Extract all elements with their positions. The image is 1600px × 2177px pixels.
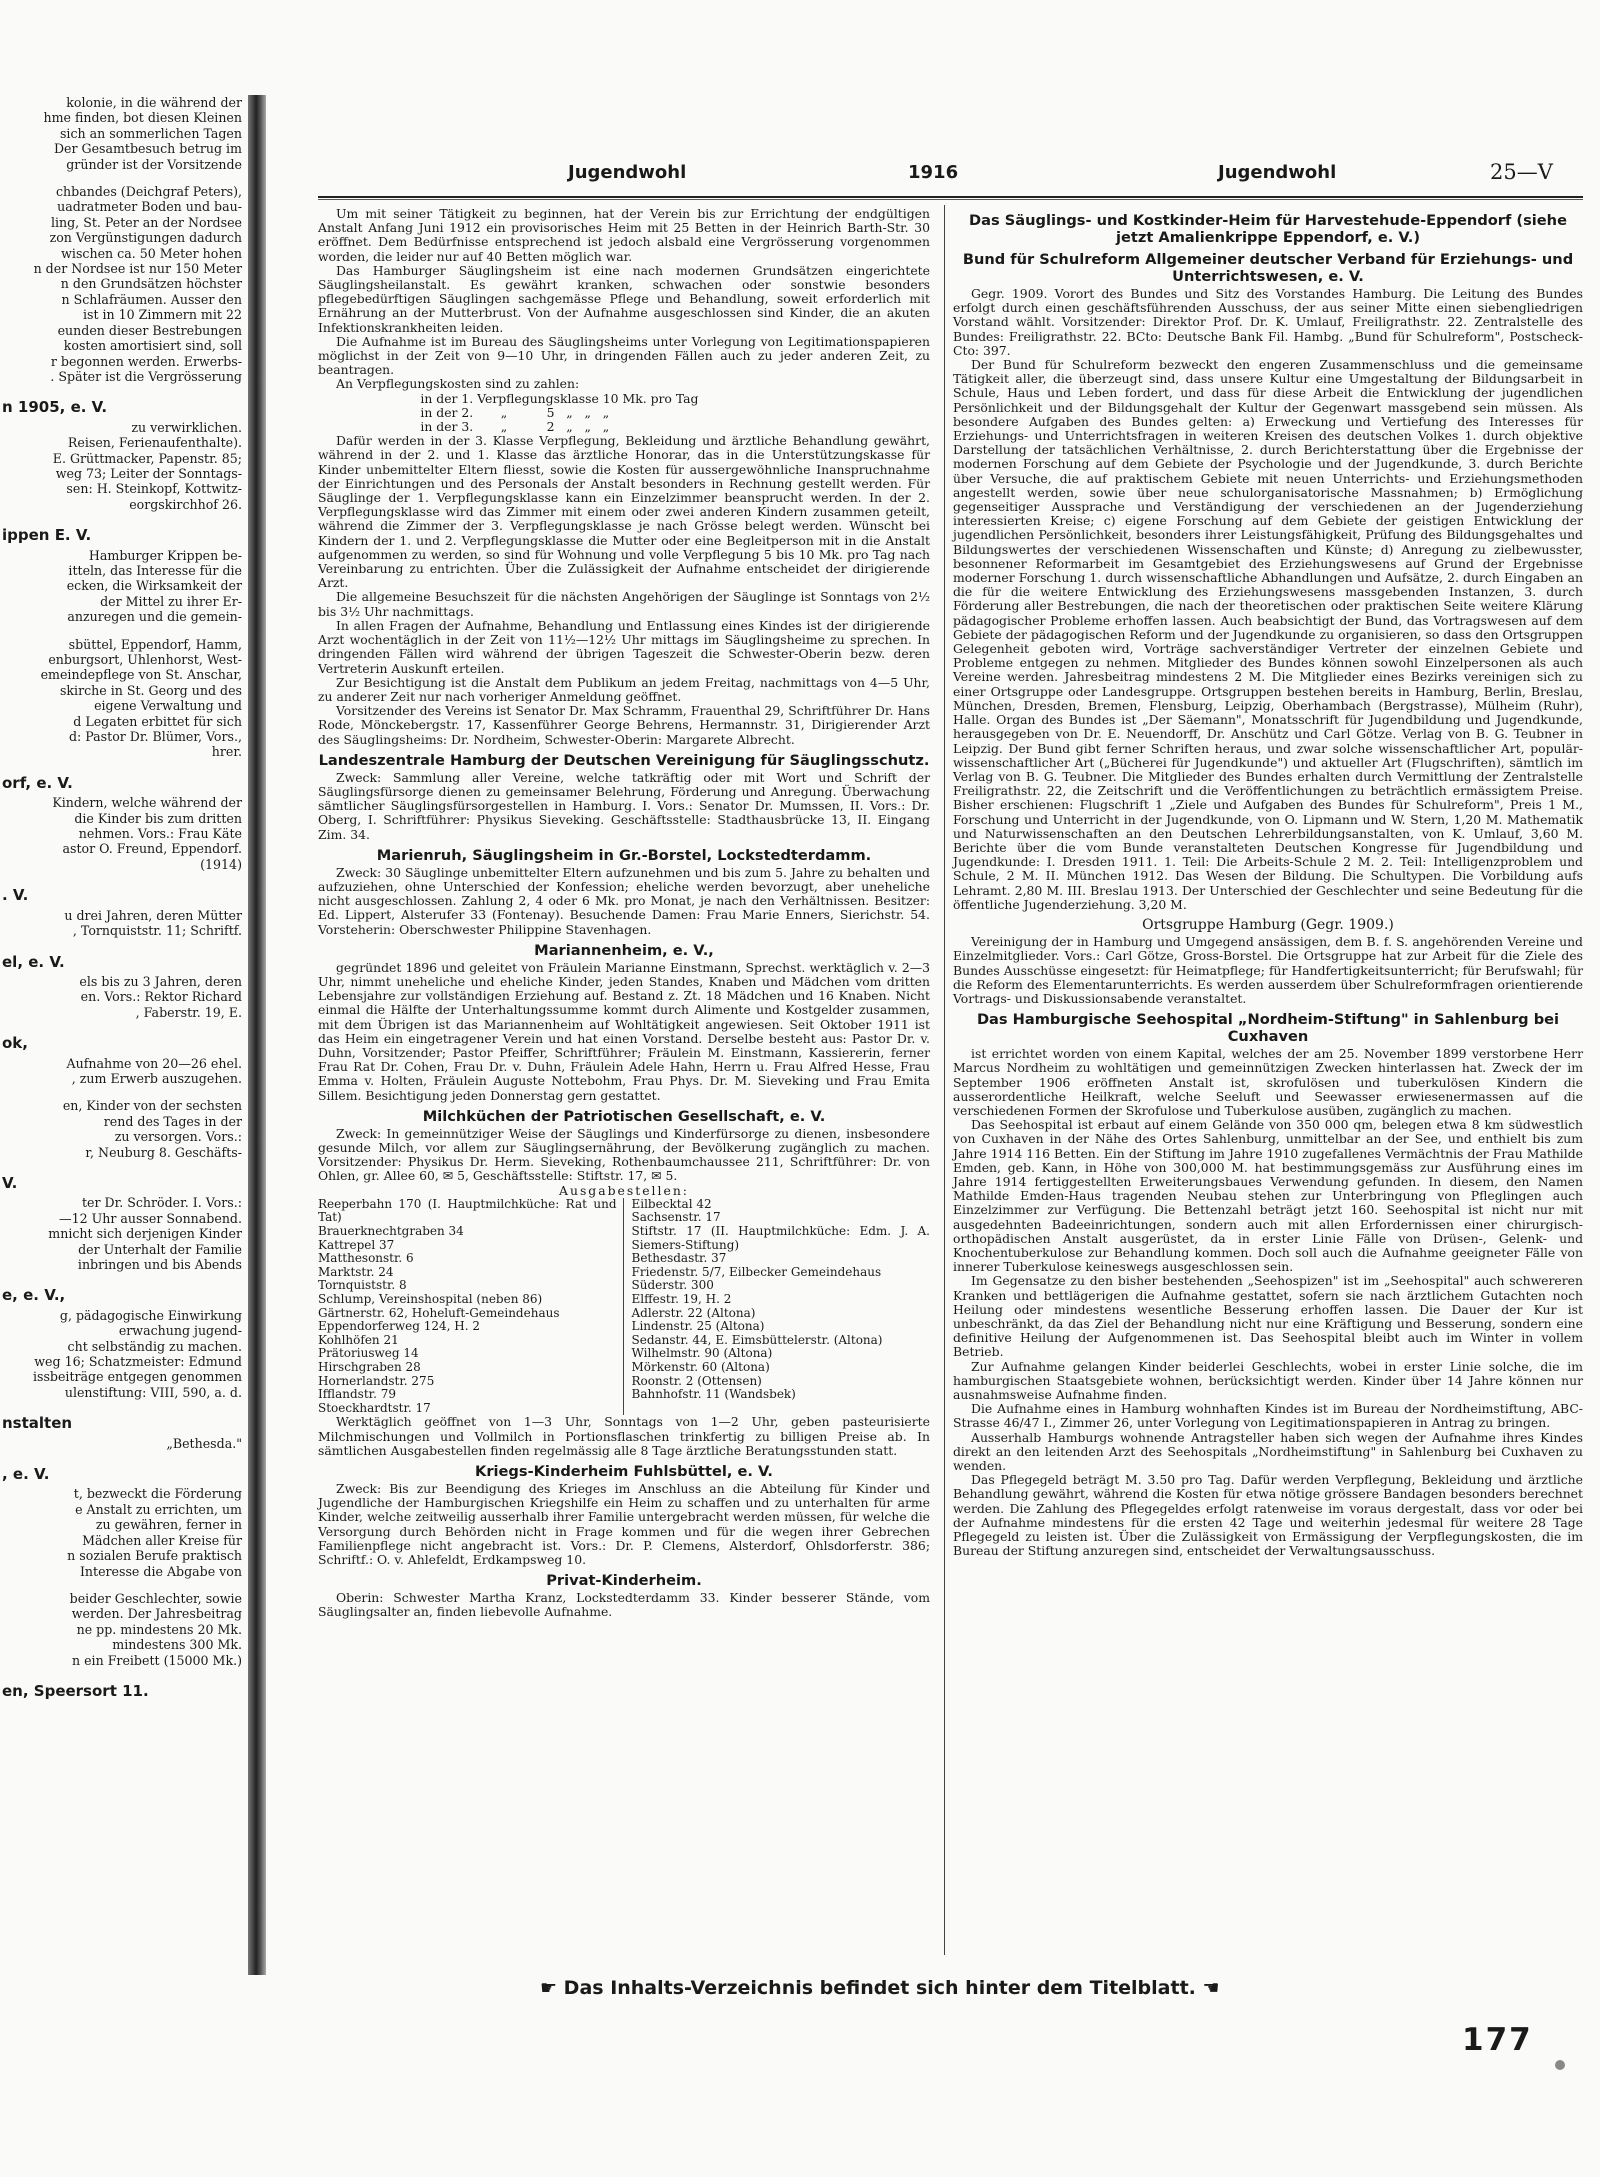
left-page-line: en, Kinder von der sechsten [62, 1098, 242, 1114]
left-page-line: (1914) [200, 856, 242, 872]
line-spacer [0, 1272, 248, 1284]
line-spacer [0, 172, 248, 184]
left-page-heading: . V. [2, 886, 29, 905]
left-page-line: der Mittel zu ihrer Er- [100, 593, 242, 609]
left-page-line: Der Gesamtbesuch betrug im [53, 141, 242, 157]
paragraph: Die allgemeine Besuchszeit für die nächsten Angehörigen der Säuglinge ist Sonntags von 2½ bis 3½ Uhr nachmittags. [318, 589, 930, 619]
left-page-line: hme finden, bot diesen Kleinen [43, 110, 242, 126]
left-page-line: , Tornquiststr. 11; Schriftf. [72, 923, 242, 939]
left-page-line: —12 Uhr ausser Sonnabend. [58, 1210, 242, 1226]
section-heading: Kriegs-Kinderheim Fuhlsbüttel, e. V. [475, 1462, 773, 1480]
left-page-line: ne pp. mindestens 20 Mk. [76, 1621, 242, 1637]
distribution-point: Sachsenstr. 17 [631, 1210, 721, 1225]
left-page-line: u drei Jahren, deren Mütter [64, 907, 242, 923]
pointing-hand-right-icon: ☚ [1202, 1977, 1220, 1999]
section-heading: Bund für Schulreform Allgemeiner deutscher Verband für Erziehungs- und Unterrichtswesen, e. V. [962, 251, 1574, 285]
left-page-line: itteln, das Interesse für die [68, 562, 242, 578]
left-page-line: sbüttel, Eppendorf, Hamm, [68, 636, 242, 652]
distribution-point: Reeperbahn 170 (I. Hauptmilchküche: Rat und Tat) [318, 1196, 617, 1225]
section-heading: Landeszentrale Hamburg der Deutschen Vereinigung für Säuglingsschutz. [318, 751, 930, 769]
line-spacer [0, 760, 248, 772]
paragraph: Die Aufnahme eines in Hamburg wohnhaften Kindes ist im Bureau der Nordheimstiftung, ABC-Strasse 46/47 I., Zimmer 26, unter Vorlegung von Legitimationspapieren in Antrag zu bringen. [953, 1401, 1583, 1431]
left-page-heading: el, e. V. [2, 952, 65, 971]
header-rule-secondary [318, 199, 1583, 200]
paragraph: Ausserhalb Hamburgs wohnende Antragsteller haben sich wegen der Aufnahme ihres Kindes direkt an den leitenden Arzt des Seehospitals „Nordheimstiftung" in Sahlenburg bei Cuxhaven zu wenden. [953, 1429, 1583, 1474]
left-page-line: cht selbständig zu machen. [67, 1338, 242, 1354]
paragraph: Zweck: 30 Säuglinge unbemittelter Eltern aufzunehmen und bis zum 5. Jahre zu behalten und aufzuziehen, ohne Unterschied der Konfession; eheliche werden bevorzugt, aber uneheliche nicht ausgeschlossen. Zahlung 2, 4 oder 6 Mk. pro Monat, je nach den Verhältnissen. Besitzer: Ed. Lippert, Alsterufer 33 (Fontenay). Besuchende Damen: Frau Marie Enners, Sierichstr. 54. Vorsteherin: Oberschwester Philippine Stavenhagen. [318, 864, 930, 937]
left-page-line: ist in 10 Zimmern mit 22 [82, 307, 242, 323]
left-page-line: kolonie, in die während der [66, 95, 242, 110]
left-page-line: zu verwirklichen. [131, 419, 242, 435]
paragraph: In allen Fragen der Aufnahme, Behandlung und Entlassung eines Kindes ist der dirigierende Arzt wochentäglich in der Zeit von 11½—12½ Uhr mittags im Säuglingsheime zu sprechen. In dringenden Fällen wird während der übrigen Tageszeit die Schwester-Oberin bezw. deren Vertreterin Auskunft erteilen. [318, 617, 930, 676]
left-page-line: Aufnahme von 20—26 ehel. [66, 1055, 242, 1071]
line-spacer [0, 1086, 248, 1098]
left-page-line: kosten amortisiert sind, soll [63, 338, 242, 354]
paragraph: Gegr. 1909. Vorort des Bundes und Sitz des Vorstandes Hamburg. Die Leitung des Bundes erfolgt durch einen geschäftsführenden Ausschuss, der aus seiner Mitte einen siebengliedrigen Vorstand wählt. Vorsitzender: Direktor Prof. Dr. K. Umlauf, Freiligrathstr. 22. Zentralstelle des Bundes: Freiligrathstr. 22. BCto: Deutsche Bank Fil. Hambg. „Bund für Schulreform", Postscheck-Cto: 397. [953, 286, 1583, 358]
distribution-point: Gärtnerstr. 62, Hoheluft-Gemeindehaus [318, 1305, 560, 1320]
left-page-line: zu gewähren, ferner in [95, 1517, 242, 1533]
line-spacer [0, 872, 248, 884]
paragraph: Die Aufnahme ist im Bureau des Säuglingsheims unter Vorlegung von Legitimationspapieren möglichst in der Zeit von 9—10 Uhr, in dringenden Fällen auch zu jeder anderen Zeit, zu beantragen. [318, 333, 930, 378]
paragraph: An Verpflegungskosten sind zu zahlen: [336, 376, 580, 392]
line-spacer [0, 1400, 248, 1412]
left-page-heading: , e. V. [2, 1465, 50, 1484]
left-page-line: astor O. Freund, Eppendorf. [62, 841, 242, 857]
left-page-line: weg 73; Leiter der Sonntags- [55, 465, 242, 481]
paragraph: Zweck: Sammlung aller Vereine, welche tatkräftig oder mit Wort und Schrift der Säuglingsfürsorge dienen zu gemeinsamer Belehrung, Förderung und Anregung. Überwachung sämtlicher Säuglingsfürsorgestellen in Hamburg. I. Vors.: Senator Dr. Mumssen, II. Vors.: Dr. Oberg, I. Schriftführer: Physikus Sieveking. Geschäftsstelle: Stadthausbrücke 13, II. Eingang Zim. 34. [318, 769, 930, 842]
right-column [953, 207, 1583, 1558]
left-page-line: , zum Erwerb auszugehen. [71, 1070, 242, 1086]
left-page-line: zon Vergünstigungen dadurch [49, 230, 242, 246]
left-page-line: Interesse die Abgabe von [79, 1563, 242, 1579]
left-page-line: eigene Verwaltung und [94, 698, 242, 714]
left-page-line: n ein Freibett (15000 Mk.) [71, 1652, 242, 1668]
section-heading: Das Säuglings- und Kostkinder-Heim für Harvestehude-Eppendorf (siehe jetzt Amalienkrippe Eppendorf, e. V.) [969, 212, 1567, 246]
paragraph: Der Bund für Schulreform bezweckt den engeren Zusammenschluss und die gemeinsame Tätigkeit aller, die überzeugt sind, dass unsere Kultur eine Umgestaltung der Bildungsarbeit in Schule, Haus und Leben fordert, und dass für diese Arbeit die Entwicklung der jugendlichen Persönlichkeit und der Bildungsgehalt der Kultur der Gegenwart massgebend sein müssen. Als besondere Aufgaben des Bundes gelten: a) Erweckung und Vertiefung des Interesses für Erziehungs- und Unterrichtsfragen in weiteren Kreisen des deutschen Volkes 1. durch objektive Darstellung der tatsächlichen Verhältnisse, 2. durch Berichterstattung über die Ergebnisse der modernen Forschung auf dem Gebiete der Psychologie und der Jugendkunde, 3. durch Berichte über Versuche, die auf praktischem Gebiete mit neuen Unterrichts- und Erziehungsmethoden angestellt werden, sowie über neue schulorganisatorische Massnahmen; b) Ermöglichung gegenseitiger Aussprache und Verständigung der verschiedenen an der Jugenderziehung interessierten Kreise; c) eigene Forschung auf dem Gebiete der geistigen Entwicklung der jugendlichen Persönlichkeit, besonders ihrer Leistungsfähigkeit, Prüfung des Bildungsgehaltes und Bildungswertes der verschiedenen Wissenschaften und Künste; d) Anregung zu zielbewusster, besonnener Reformarbeit im Gesamtgebiet des Erziehungswesens auf Grund der Ergebnisse moderner Forschung 1. durch wissenschaftliche Abhandlungen und Aufsätze, 2. durch Eingaben an die für die weitere Entwicklung des Erziehungswesens massgebenden Instanzen, 3. durch Förderung aller Bestrebungen, die nach der theoretischen oder praktischen Seite weitere Klärung pädagogischer Probleme erhoffen lassen. Auch beabsichtigt der Bund, das Vortragswesen auf dem Gebiete der pädagogischen Reform und der Jugendkunde zu organisieren, so dass den Ortsgruppen Gelegenheit geboten wird, Vorträge sachverständiger Vertreter der einzelnen Gebiete und Probleme entgegen zu nehmen. Mitglieder des Bundes können sowohl Einzelpersonen als auch Vereine werden. Jahresbeitrag mindestens 2 M. Die Mitglieder eines Bezirks vereinigen sich zu einer Ortsgruppe oder Landesgruppe. Ortsgruppen bestehen bereits in Hamburg, Berlin, Breslau, München, Dresden, Bremen, Flensburg, Leipzig, Oberhambach (Bergstrasse), Mülheim (Ruhr), Halle. Organ des Bundes ist „Der Säemann", Monatsschrift für Jugendbildung und Jugendkunde, herausgegeben von Dr. E. Neuendorff, Dr. Anschütz und Carl Götze. Verlag von B. G. Teubner in Leipzig. Der Bund gibt ferner Schriften heraus, und zwar solche wissenschaftlicher Art, populär-wissenschaftlicher Art („Bücherei für Jugendkunde") und aktueller Art (Flugschriften), sämtlich im Verlag von B. G. Teubner. Die Mitglieder des Bundes erhalten durch Vermittlung der Zentralstelle Freiligrathstr. 22, die Zeitschrift und die Veröffentlichungen zu beträchtlich ermässigtem Preise. Bisher erschienen: Flugschrift 1 „Ziele und Aufgaben des Bundes für Schulreform", Preis 1 M., Forschung und Unterricht in der Jugendkunde, von O. Lipmann und W. Stern, 1,20 M. Mathematik und Naturwissenschaften an den Deutschen Lehrerbildungsanstalten, von K. Umlauf, 3,60 M. Berichte über die vom Bunde veranstalteten Deutschen Kongresse für Jugendbildung und Jugendkunde: I. Dresden 1911. 1. Teil: Die Arbeits-Schule 2 M. 2. Teil: Intelligenzproblem und Schule, 2 M. II. München 1912. Das Wesen der Bildung. Die Schultypen. Die Vorbildung aufs Lehramt. 2,80 M. III. Breslau 1913. Der Unterschied der Geschlechter und seine Bedeutung für die öffentliche Jugenderziehung. 3,20 M. [953, 357, 1583, 912]
distribution-point: Prätoriusweg 14 [318, 1346, 419, 1361]
header-year: 1916 [908, 162, 959, 183]
distribution-point: Adlerstr. 22 (Altona) [631, 1305, 756, 1320]
footer-note [540, 1977, 1220, 1999]
paragraph: gegründet 1896 und geleitet von Fräulein Marianne Einstmann, Sprechst. werktäglich v. 2—3 Uhr, nimmt uneheliche und eheliche Kinder, jeden Standes, Knaben und Mädchen vom dritten Lebensjahre zur vollständigen Erziehung auf. Bestand z. Zt. 18 Mädchen und 16 Knaben. Nicht einmal die Hälfte der Unterhaltungssumme kommt durch Alimente und Kostgelder zusammen, mit dem Übrigen ist das Mariannenheim auf Wohltätigkeit angewiesen. Seit Oktober 1911 ist das Heim ein eingetragener Verein und hat einen Vorstand. Derselbe besteht aus: Pastor Dr. v. Duhn, Vorsitzender; Pastor Pfeiffer, Schriftführer; Fräulein M. Einstmann, Kassiererin, ferner Frau Rat Dr. Cohen, Frau Dr. v. Duhn, Fräulein Adele Hahn, Herrn u. Frau Alfred Hesse, Frau Emma v. Holten, Fräulein Auguste Nottebohm, Frau Phys. Dr. M. Sieveking und Frau Emita Sillem. Besichtigung jeden Donnerstag gern gestattet. [318, 959, 930, 1103]
left-page-line: sen: H. Steinkopf, Kottwitz- [66, 481, 242, 497]
left-page-line: ling, St. Peter an der Nordsee [50, 214, 242, 230]
line-spacer [0, 1160, 248, 1172]
paragraph: Im Gegensatze zu den bisher bestehenden „Seehospizen" ist im „Seehospital" auch schwereren Kranken und bettlägerigen die Aufnahme gestattet, sofern sie nach ärztlichem Gutachten noch Heilung oder mindestens wesentliche Besserung erhoffen lassen. Die Dauer der Kur ist unbeschränkt, da das Ziel der Behandlung nicht nur eine Kräftigung und Besserung, sondern eine definitive Heilung der Aufgenommenen ist. Das Seehospital bleibt auch im Winter in vollem Betrieb. [953, 1273, 1583, 1360]
paragraph: Vereinigung der in Hamburg und Umgegend ansässigen, dem B. f. S. angehörenden Vereine und Einzelmitglieder. Vors.: Carl Götze, Gross-Borstel. Die Ortsgruppe hat zur Arbeit für die Ziele des Bundes Ausschüsse eingesetzt: für Heimatpflege; für Handfertigkeitsunterricht; für Berufswahl; für die Reform des Elementarunterrichts. Es werden ausserdem über Schulreformfragen orientierende Vortrags- und Diskussionsabende veranstaltet. [953, 934, 1583, 1006]
distribution-point: Brauerknechtgraben 34 [318, 1223, 464, 1238]
subheading: Ausgabestellen: [559, 1182, 689, 1198]
page-header [318, 160, 1583, 188]
line-spacer [0, 1020, 248, 1032]
distribution-point: Eilbecktal 42 [631, 1196, 712, 1211]
left-page-line: ecken, die Wirksamkeit der [66, 578, 242, 594]
distribution-point: Stiftstr. 17 (II. Hauptmilchküche: Edm. J. A. Siemers-Stiftung) [631, 1223, 930, 1252]
left-page-heading: n 1905, e. V. [2, 398, 108, 417]
distribution-point: Sedanstr. 44, E. Eimsbüttelerstr. (Altona) [631, 1332, 883, 1347]
left-page-line: chbandes (Deichgraf Peters), [55, 184, 242, 200]
header-right-title: Jugendwohl [1218, 162, 1337, 183]
left-page-line: d: Pastor Dr. Blümer, Vors., [68, 729, 242, 745]
paragraph: Das Pflegegeld beträgt M. 3.50 pro Tag. Dafür werden Verpflegung, Bekleidung und ärztliche Behandlung gewährt, während die Kosten für etwa nötige grössere Bandagen besonders berechnet werden. Die Zahlung des Pflegegeldes erfolgt ratenweise im voraus dergestalt, dass vor oder bei der Aufnahme mindestens für die ersten 42 Tage und weiterhin jedesmal für weitere 28 Tage Pflegegeld zu leisten ist. Über die Zulässigkeit von Ermässigung der Verpflegungskosten, die im Bureau der Stiftung anzuregen sind, entscheidet der Verwaltungsausschuss. [953, 1472, 1583, 1559]
left-page-line: Hamburger Krippen be- [88, 547, 242, 563]
left-page-line: skirche in St. Georg und des [59, 682, 242, 698]
left-page-line: die Kinder bis zum dritten [74, 810, 242, 826]
left-page-line: e Anstalt zu errichten, um [75, 1501, 242, 1517]
section-heading: Marienruh, Säuglingsheim in Gr.-Borstel, Lockstedterdamm. [376, 846, 872, 864]
distribution-point: Eppendorferweg 124, H. 2 [318, 1319, 481, 1334]
left-page-line: sich an sommerlichen Tagen [59, 125, 242, 141]
left-page-line: r, Neuburg 8. Geschäfts- [85, 1144, 242, 1160]
paragraph: Werktäglich geöffnet von 1—3 Uhr, Sonntags von 1—2 Uhr, geben pasteurisierte Milchmischungen und Vollmilch in Portionsflaschen trinkfertig zu billigen Preise ab. In sämtlichen Ausgabestellen finden regelmässig alle 8 Tage ärztliche Beratungsstunden statt. [318, 1414, 930, 1458]
paragraph: Vorsitzender des Vereins ist Senator Dr. Max Schramm, Frauenthal 29, Schriftführer Dr. Hans Rode, Mönckebergstr. 17, Kassenführer George Behrens, Hermannstr. 31, Dirigierender Arzt des Säuglingsheims: Dr. Nordheim, Schwester-Oberin: Margarete Albrecht. [318, 703, 930, 747]
left-page-line: mindestens 300 Mk. [112, 1637, 242, 1653]
left-column [318, 207, 930, 1620]
left-page-line: werden. Der Jahresbeitrag [71, 1606, 242, 1622]
distribution-point: Bahnhofstr. 11 (Wandsbek) [631, 1387, 796, 1402]
left-page-line: g, pädagogische Einwirkung [59, 1307, 242, 1323]
line-spacer [0, 1579, 248, 1591]
paragraph: Oberin: Schwester Martha Kranz, Lockstedterdamm 33. Kinder besserer Stände, vom Säuglingsalter an, finden liebevolle Aufnahme. [318, 1590, 930, 1620]
distribution-point: Schlump, Vereinshospital (neben 86) [318, 1291, 543, 1306]
left-page-line: Kindern, welche während der [52, 795, 242, 811]
left-page-line: ulenstiftung: VIII, 590, a. d. [64, 1384, 242, 1400]
paragraph: Das Hamburger Säuglingsheim ist eine nach modernen Grundsätzen eingerichtete Säuglingsheilanstalt. Es gewährt kranken, schwachen oder sonstwie besonders pflegebedürftigen Säuglingen sachgemässe Pflege und Behandlung, soweit erforderlich mit Ernährung an der Mutterbrust. Von der Aufnahme ausgeschlossen sind Kinder, die an akuten Infektionskrankheiten leiden. [318, 262, 930, 335]
left-page-line: erwachung jugend- [118, 1323, 242, 1339]
header-left-title: Jugendwohl [568, 162, 687, 183]
paragraph: Um mit seiner Tätigkeit zu beginnen, hat der Verein bis zur Errichtung der endgültigen Anstalt Anfang Juni 1912 ein provisorisches Heim mit 25 Betten in der Heinrich Barth-Str. 30 eröffnet. Dem Bedürfnisse entsprechend ist jedoch alsbald eine Vergrösserung vorgenommen worden, die leider nur auf 40 Betten möglich war. [318, 206, 930, 264]
left-page-line: eorgskirchhof 26. [129, 496, 242, 512]
distribution-points-list [318, 1198, 930, 1416]
left-page-line: E. Grüttmacker, Papenstr. 85; [52, 450, 242, 466]
distribution-point: Kattrepel 37 [318, 1237, 395, 1252]
paragraph: Zur Besichtigung ist die Anstalt dem Publikum an jedem Freitag, nachmittags von 4—5 Uhr, zu anderer Zeit nur nach vorheriger Anmeldung geöffnet. [318, 674, 930, 704]
distribution-point: Wilhelmstr. 90 (Altona) [631, 1346, 773, 1361]
paragraph: Zweck: Bis zur Beendigung des Krieges im Anschluss an die Abteilung für Kinder und Jugendliche der Hamburgischen Kriegshilfe ein Heim zu schaffen und zu unterhalten für arme Kinder, welche zeitweilig ausserhalb ihrer Familie untergebracht werden müssen, für welche die Versorgung durch Behörden nicht in Frage kommen und für die wegen ihrer Gebrechen Familienpflege nicht angebracht ist. Vors.: Dr. P. Clemens, Alsterdorf, Ohlsdorferstr. 386; Schriftf.: O. v. Ahlefeldt, Erdkampsweg 10. [318, 1480, 930, 1567]
distribution-point: Süderstr. 300 [631, 1278, 714, 1293]
paragraph: Dafür werden in der 3. Klasse Verpflegung, Bekleidung und ärztliche Behandlung gewährt, während in der 2. und 1. Klasse das ärztliche Honorar, das in die Unterstützungskasse für Kinder unbemittelter Eltern fliesst, sowie die Kosten für aussergewöhnliche Inanspruchnahme der Einrichtungen und des Personals der Anstalt besonders in Rechnung gestellt werden. Für Säuglinge der 1. Verpflegungsklasse kann ein Einzelzimmer beansprucht werden. In der 2. Verpflegungsklasse wird das Zimmer mit einem oder zwei anderen Kindern zusammen geteilt, während die Zimmer der 3. Verpflegungsklasse je nach Grösse belegt werden. Wünscht bei Kindern der 1. und 2. Verpflegungsklasse die Mutter oder eine Begleitperson mit in die Anstalt aufgenommen zu werden, so sind für Wohnung und volle Verpflegung 5 bis 10 Mk. pro Tag nach Vereinbarung zu entrichten. Über die Zulässigkeit der Aufnahme entscheidet der dirigierende Arzt. [318, 433, 930, 591]
distribution-point: Matthesonstr. 6 [318, 1251, 414, 1266]
scan-speck [1555, 2060, 1565, 2070]
left-page-line: d Legaten erbittet für sich [73, 713, 242, 729]
distribution-point: Hornerlandstr. 275 [318, 1373, 435, 1388]
left-page-line: issbeiträge entgegen genommen [32, 1369, 242, 1385]
page-number: 177 [1462, 2022, 1533, 2058]
left-page-line: n den Grundsätzen höchster [60, 276, 242, 292]
distribution-point: Kohlhöfen 21 [318, 1332, 399, 1347]
left-page-heading: e, e. V., [2, 1286, 66, 1305]
left-page-line: rend des Tages in der [103, 1113, 242, 1129]
left-page-line: enburgsort, Uhlenhorst, West- [48, 652, 242, 667]
left-page-line: , Faberstr. 19, E. [135, 1004, 242, 1020]
left-page-heading: V. [2, 1173, 18, 1192]
left-page-line: nehmen. Vors.: Frau Käte [78, 826, 242, 842]
line-spacer [0, 1451, 248, 1463]
left-page-line: weg 16; Schatzmeister: Edmund [34, 1354, 242, 1370]
cost-table: in der 1. Verpflegungsklasse 10 Mk. pro Tag in der 2. „ 5 „ „ „ in der 3. „ 2 „ „ „ [420, 390, 699, 435]
left-page-line: inbringen und bis Abends [77, 1257, 242, 1272]
section-heading: Mariannenheim, e. V., [534, 941, 714, 959]
distribution-point: Bethesdastr. 37 [631, 1251, 727, 1266]
distribution-point: Marktstr. 24 [318, 1264, 394, 1279]
left-page-line: uadratmeter Boden und bau- [57, 199, 242, 215]
line-spacer [0, 384, 248, 396]
left-page-line: els bis zu 3 Jahren, deren [79, 973, 242, 989]
section-heading: Milchküchen der Patriotischen Gesellschaft, e. V. [422, 1107, 826, 1125]
book-gutter [248, 95, 266, 1975]
left-page-line: Mädchen aller Kreise für [82, 1532, 242, 1548]
left-page-line: n der Nordsee ist nur 150 Meter [33, 261, 242, 277]
distribution-point: Elffestr. 19, H. 2 [631, 1291, 732, 1306]
pointing-hand-left-icon: ☛ [540, 1977, 558, 1999]
left-page-line: der Unterhalt der Familie [78, 1241, 242, 1257]
left-page-line: zu versorgen. Vors.: [114, 1129, 242, 1145]
paragraph: Zweck: In gemeinnütziger Weise der Säuglings und Kinderfürsorge zu dienen, insbesondere gesunde Milch, vor allem zur Säuglingsernährung, der Bevölkerung zugänglich zu machen. Vorsitzender: Physikus Dr. Herm. Sieveking, Rothenbaumchaussee 211, Schriftführer: Dr. von Ohlen, gr. Allee 60, ✉ 5, Geschäftsstelle: Stiftstr. 17, ✉ 5. [318, 1125, 930, 1184]
distribution-point: Ifflandstr. 79 [318, 1387, 396, 1402]
left-page-line: emeindepflege von St. Anschar, [40, 667, 242, 683]
left-page-line: n Schlafräumen. Ausser den [61, 291, 242, 307]
paragraph: Zur Aufnahme gelangen Kinder beiderlei Geschlechts, wobei in erster Linie solche, die im hamburgischen Staatsgebiete wohnen, berücksichtigt werden. Kinder über 14 Jahre können nur ausnahmsweise Aufnahme finden. [953, 1358, 1583, 1403]
distribution-point: Stoeckhardtstr. 17 [318, 1400, 431, 1415]
paragraph: ist errichtet worden von einem Kapital, welches der am 25. November 1899 verstorbene Herr Marcus Nordheim zu wohltätigen und gemeinnützigen Zwecken hinterlassen hat. Zweck der im September 1906 eröffneten Anstalt ist, skrofulösen und tuberkulösen Kindern die ausserordentliche Heilkraft, welche Seeluft und Seewasser erwiesenermassen auf die verschiedenen Formen der Skrofulose und Tuberkulose ausüben, zugänglich zu machen. [953, 1046, 1583, 1118]
footer-note-text: Das Inhalts-Verzeichnis befindet sich hinter dem Titelblatt. [563, 1977, 1196, 1999]
left-page-line: eunden dieser Bestrebungen [57, 322, 242, 338]
left-page-line: beider Geschlechter, sowie [69, 1590, 242, 1606]
section-heading: Privat-Kinderheim. [546, 1572, 702, 1590]
line-spacer [0, 939, 248, 951]
distribution-point: Mörkenstr. 60 (Altona) [631, 1359, 770, 1374]
left-page-line: „Bethesda." [166, 1435, 242, 1451]
left-page-line: gründer ist der Vorsitzende [66, 156, 242, 172]
distribution-point: Roonstr. 2 (Ottensen) [631, 1373, 762, 1388]
distribution-point: Hirschgraben 28 [318, 1359, 421, 1374]
left-page-line: ter Dr. Schröder. I. Vors.: [81, 1195, 242, 1211]
header-page-mark: 25—V [1490, 160, 1553, 184]
left-page-heading: orf, e. V. [2, 773, 73, 792]
left-page-line: mnicht sich derjenigen Kinder [48, 1226, 242, 1242]
left-page-heading: ok, [2, 1034, 28, 1053]
left-page-heading: nstalten [2, 1414, 73, 1433]
left-page-heading: ippen E. V. [2, 526, 92, 545]
left-page-line: r begonnen werden. Erwerbs- [50, 353, 242, 369]
section-heading: Das Hamburgische Seehospital „Nordheim-Stiftung" in Sahlenburg bei Cuxhaven [976, 1011, 1560, 1046]
left-page-line: Reisen, Ferienaufenthalte). [67, 435, 242, 451]
distribution-point: Lindenstr. 25 (Altona) [631, 1319, 765, 1334]
line-spacer [0, 625, 248, 637]
left-page-line: t, bezweckt die Förderung [73, 1486, 242, 1502]
left-page-line: anzuregen und die gemein- [67, 609, 242, 625]
left-page-fragment [0, 95, 248, 1975]
column-separator [944, 205, 945, 1955]
subheading: Ortsgruppe Hamburg (Gegr. 1909.) [1142, 916, 1394, 933]
distribution-point: Friedenstr. 5/7, Eilbecker Gemeindehaus [631, 1264, 882, 1279]
left-page-line: wischen ca. 50 Meter hohen [61, 245, 242, 261]
distribution-point: Tornquiststr. 8 [318, 1278, 407, 1293]
header-rule [318, 196, 1583, 198]
line-spacer [0, 1668, 248, 1680]
paragraph: Das Seehospital ist erbaut auf einem Gelände von 350 000 qm, belegen etwa 8 km südwestlich von Cuxhaven in der Nähe des Ortes Sahlenburg, unmittelbar an der See, und enthielt bis zum Jahre 1914 116 Betten. Ein der Stiftung im Jahre 1910 zugefallenes Vermächtnis der Frau Mathilde Emden, geb. Kann, in Höhe von 300,000 M. hat bestimmungsgemäss zur Ausführung eines im Jahre 1914 fertiggestellten Erweiterungsbaues Verwendung gefunden. In diesem, den Namen Mathilde Emden-Haus tragenden Neubau stehen zur Unterbringung von Pfleglingen auch Einzelzimmer zur Verfügung. Die Bettenzahl beträgt jetzt 160. Seehospital ist nicht nur mit ausgedehnten Badeeinrichtungen, sondern auch mit allen Erfordernissen einer chirurgisch-orthopädischen Anstalt ausgerüstet, da in erster Linie Fälle von Drüsen-, Gelenk- und Knochentuberkulose zur Behandlung kommen. Doch soll auch die Aufnahme geeigneter Fälle von innerer Tuberkulose keineswegs ausgeschlossen sein. [953, 1117, 1583, 1275]
left-page-line: . Später ist die Vergrösserung [50, 368, 242, 384]
left-page-line: en. Vors.: Rektor Richard [80, 989, 242, 1005]
left-page-line: hrer. [211, 744, 242, 760]
line-spacer [0, 512, 248, 524]
left-page-line: n sozialen Berufe praktisch [67, 1548, 242, 1564]
left-page-heading: en, Speersort 11. [2, 1681, 149, 1700]
